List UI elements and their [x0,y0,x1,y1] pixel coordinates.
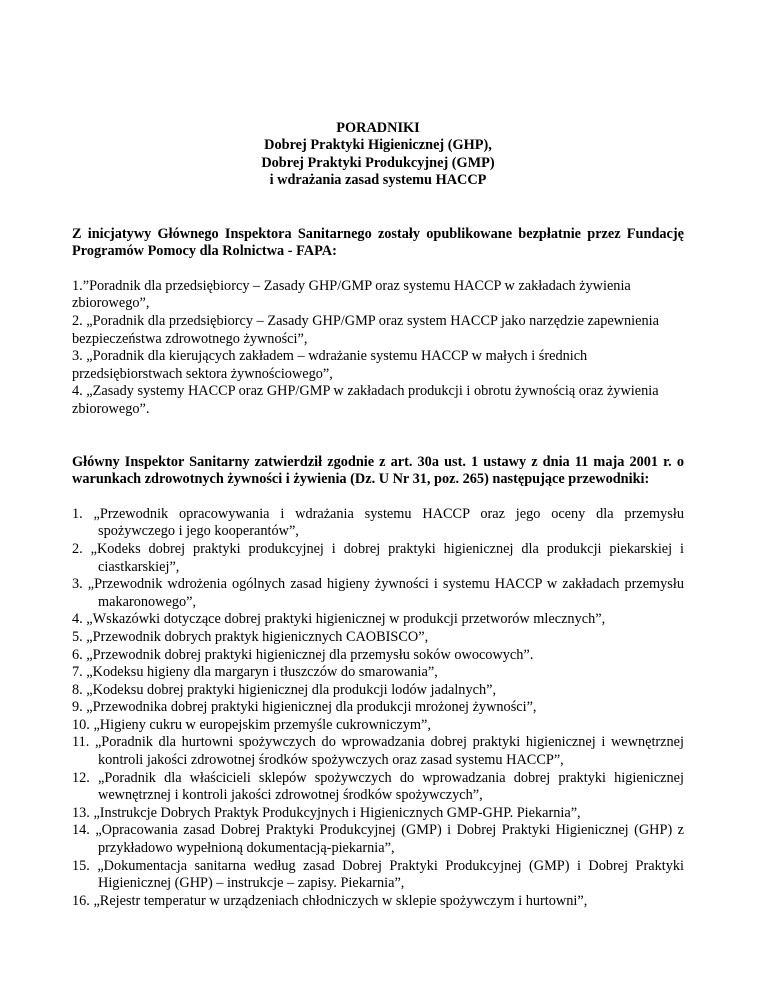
title-line-3: Dobrej Praktyki Produkcyjnej (GMP) [261,154,495,171]
guide-item: 9. „Przewodnika dobrej praktyki higienicznej dla produkcji mrożonej żywności”, [72,699,537,716]
publication-item: 2. „Poradnik dla przedsiębiorcy – Zasady GHP/GMP oraz system HACCP jako narzędzie zapewnienia bezpieczeństwa zdrowotnego żywności”, [72,313,659,347]
guides-list [72,506,684,911]
guide-item: 8. „Kodeksu dobrej praktyki higienicznej dla produkcji lodów jadalnych”, [72,681,497,698]
approval-paragraph: Główny Inspektor Sanitarny zatwierdził zgodnie z art. 30a ust. 1 ustawy z dnia 11 maja 2001 r. o warunkach zdrowotnych żywności i żywienia (Dz. U Nr 31, poz. 265) następujące przewodniki: [72,453,684,488]
publications-list [72,278,684,419]
title-line-4: i wdrażania zasad systemu HACCP [269,172,487,189]
guide-item: 3. „Przewodnik wdrożenia ogólnych zasad higieny żywności i systemu HACCP w zakładach przemysłu makaronowego”, [72,576,684,610]
guide-item: 2. „Kodeks dobrej praktyki produkcyjnej i dobrej praktyki higienicznej dla produkcji piekarskiej i ciastkarskiej”, [72,540,684,575]
publication-item: 3. „Poradnik dla kierujących zakładem – wdrażanie systemu HACCP w małych i średnich przedsiębiorstwach sektora żywnościowego”, [72,348,588,382]
document-title [72,120,684,190]
guide-item: 5. „Przewodnik dobrych praktyk higienicznych CAOBISCO”, [72,628,429,645]
guide-item: 11. „Poradnik dla hurtowni spożywczych do wprowadzania dobrej praktyki higienicznej i wewnętrznej kontroli jakości zdrowotnej środków spożywczych oraz zasad systemu HACCP”, [72,734,684,769]
guide-item: 4. „Wskazówki dotyczące dobrej praktyki higienicznej w produkcji przetworów mlecznych”, [72,611,606,628]
guide-item: 14. „Opracowania zasad Dobrej Praktyki Produkcyjnej (GMP) i Dobrej Praktyki Higienicznej (GHP) z przykładowo wypełnioną dokumentacją-piekarnia”, [72,822,684,857]
title-line-1: PORADNIKI [336,120,420,136]
publication-item: 4. „Zasady systemy HACCP oraz GHP/GMP w zakładach produkcji i obrotu żywnością oraz żywienia zbiorowego”. [72,383,659,417]
guide-item: 13. „Instrukcje Dobrych Praktyk Produkcyjnych i Higienicznych GMP-GHP. Piekarnia”, [72,804,581,821]
guide-item: 16. „Rejestr temperatur w urządzeniach chłodniczych w sklepie spożywczym i hurtowni”, [72,892,588,909]
guide-item: 10. „Higieny cukru w europejskim przemyśle cukrowniczym”, [72,716,431,733]
guide-item: 6. „Przewodnik dobrej praktyki higienicznej dla przemysłu soków owocowych”. [72,646,534,663]
publication-item: 1.”Poradnik dla przedsiębiorcy – Zasady GHP/GMP oraz systemu HACCP w zakładach żywienia zbiorowego”, [72,277,631,312]
title-line-2: Dobrej Praktyki Higienicznej (GHP), [264,137,492,154]
guide-item: 12. „Poradnik dla właścicieli sklepów spożywczych do wprowadzania dobrej praktyki higienicznej wewnętrznej i kontroli jakości zdrowotnej środków spożywczych”, [72,769,684,804]
guide-item: 1. „Przewodnik opracowywania i wdrażania systemu HACCP oraz jego oceny dla przemysłu spożywczego i jego kooperantów”, [72,505,684,540]
guide-item: 15. „Dokumentacja sanitarna według zasad Dobrej Praktyki Produkcyjnej (GMP) i Dobrej Praktyki Higienicznej (GHP) – instrukcje – zapisy. Piekarnia”, [72,857,684,892]
intro-paragraph: Z inicjatywy Głównego Inspektora Sanitarnego zostały opublikowane bezpłatnie przez Fundację Programów Pomocy dla Rolnictwa - FAPA: [72,225,684,260]
document-content [72,120,684,910]
guide-item: 7. „Kodeksu higieny dla margaryn i tłuszczów do smarowania”, [72,664,438,681]
